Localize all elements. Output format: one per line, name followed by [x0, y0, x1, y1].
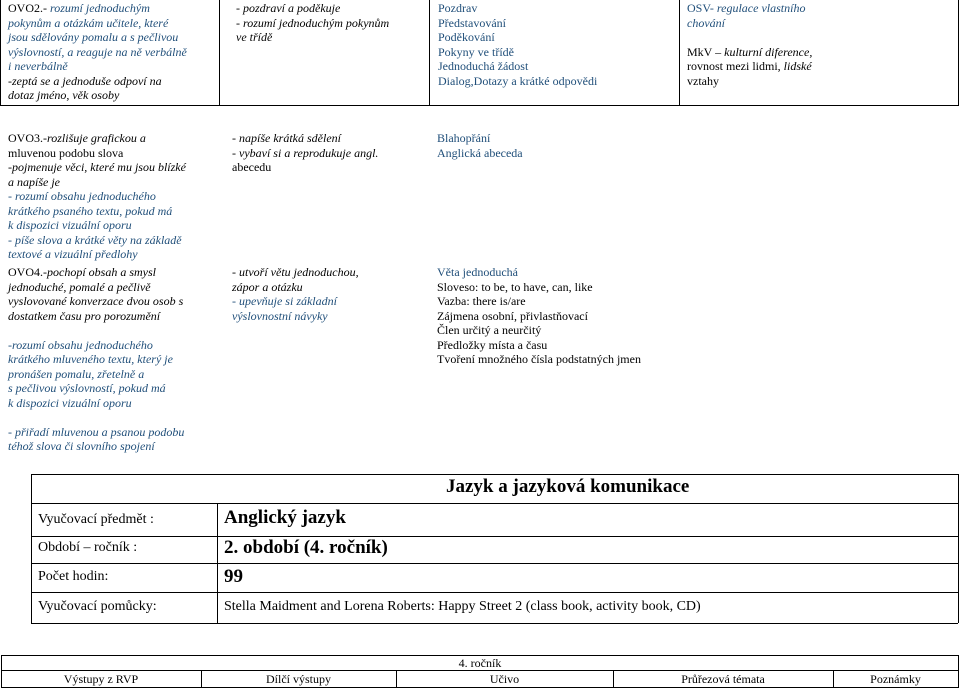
aids-value: Stella Maidment and Lorena Roberts: Happy Street 2 (class book, activity book, CD)	[224, 599, 701, 614]
hdr-line-mid	[217, 503, 218, 623]
text-line: -zeptá se a jednoduše odpoví na	[8, 73, 162, 88]
text-line: OVO4.-pochopí obsah a smysl	[8, 265, 156, 279]
text-line: - přiřadí mluvenou a psanou podobu	[8, 424, 185, 439]
text-line: - pozdraví a poděkuje	[236, 1, 341, 15]
text-line: výslovností, a reaguje na ně verbálně	[8, 44, 187, 59]
bottom-col-ucivo: Učivo	[489, 672, 520, 686]
text-line: - vybaví si a reprodukuje angl.	[232, 145, 379, 160]
hdr-line-left	[31, 474, 32, 623]
text-line: textové a vizuální předlohy	[8, 247, 138, 261]
text-line: Člen určitý a neurčitý	[437, 323, 542, 337]
bottom-col-dilci: Dílčí výstupy	[266, 672, 331, 686]
text-line	[8, 323, 184, 338]
area-title: Jazyk a jazyková komunikace	[446, 476, 690, 497]
subject-value: Anglický jazyk	[224, 507, 346, 528]
text-line: chování	[687, 15, 725, 30]
text-line: k dispozici vizuální oporu	[8, 395, 132, 410]
text-line: - rozumí obsahu jednoduchého	[8, 189, 156, 203]
text-line: i neverbálně	[8, 59, 68, 73]
text-line: Pozdrav	[438, 1, 478, 15]
bottom-col-rvp: Výstupy z RVP	[63, 672, 139, 686]
text-line: - rozumí jednoduchým pokynům	[236, 15, 390, 30]
text-line: a napíše je	[8, 174, 60, 189]
text-line: Předložky místa a času	[437, 337, 548, 352]
text-line: Dialog,Dotazy a krátké odpovědi	[438, 73, 598, 88]
hours-value: 99	[224, 566, 243, 587]
text-line: s pečlivou výslovností, pokud má	[8, 381, 166, 395]
text-line: téhož slova či slovního spojení	[8, 439, 155, 453]
text-line: Blahopřání	[437, 131, 491, 145]
text-line: jednoduché, pomalé a pečlivě	[8, 279, 151, 294]
text-line: Jednoduchá žádost	[438, 59, 529, 73]
text-line	[8, 410, 184, 425]
hdr-line-bottom	[31, 623, 958, 624]
ovo3-ucivo	[437, 131, 523, 160]
text-line: dotaz jméno, věk osoby	[8, 88, 120, 102]
text-line: - napíše krátká sdělení	[232, 131, 341, 145]
bottom-col-poznamky: Poznámky	[870, 672, 921, 686]
text-line: zápor a otázku	[232, 279, 303, 294]
ovo4-dilci	[232, 265, 359, 323]
text-line: - utvoří větu jednoduchou,	[232, 265, 359, 279]
text-line: pronášen pomalu, zřetelně a	[8, 366, 145, 381]
text-line: Představování	[438, 15, 506, 30]
top-border-c2	[429, 0, 430, 105]
text-line: k dispozici vizuální oporu	[8, 218, 132, 232]
ovo3-dilci	[232, 131, 378, 175]
text-line: Tvoření množného čísla podstatných jmen	[437, 352, 641, 366]
text-line: rovnost mezi lidmi, lidské	[687, 59, 812, 73]
top-cell-rvp	[8, 1, 187, 103]
top-border-c3	[679, 0, 680, 105]
text-line: výslovnostní návyky	[232, 308, 328, 323]
text-line: Poděkování	[438, 30, 495, 44]
ovo4-rvp	[8, 265, 184, 454]
top-border-bottom	[0, 105, 959, 106]
period-label: Období – ročník :	[38, 540, 138, 555]
ovo4-ucivo	[437, 265, 641, 367]
text-line: Pokyny ve třídě	[438, 44, 514, 59]
aids-label: Vyučovací pomůcky:	[38, 599, 157, 614]
top-cell-temata	[687, 1, 812, 88]
top-border-left	[0, 0, 1, 105]
top-border-c1	[219, 0, 220, 105]
text-line: mluvenou podobu slova	[8, 145, 124, 160]
text-line: krátkého mluveného textu, který je	[8, 352, 173, 366]
text-line: vyslovované konverzace dvou osob s	[8, 294, 184, 308]
hdr-line-1	[31, 503, 958, 504]
text-line: pokynům a otázkám učitele, které	[8, 15, 169, 30]
text-line: OVO2.- rozumí jednoduchým	[8, 1, 150, 15]
top-cell-ucivo	[438, 1, 597, 88]
subject-label: Vyučovací předmět :	[38, 512, 154, 527]
hdr-line-2	[31, 536, 958, 537]
text-line: abecedu	[232, 160, 272, 174]
hdr-line-top	[31, 474, 958, 475]
text-line: -pojmenuje věci, které mu jsou blízké	[8, 160, 186, 174]
text-line: Zájmena osobní, přivlastňovací	[437, 308, 588, 323]
top-cell-dilci	[236, 1, 389, 45]
ovo3-rvp	[8, 131, 186, 262]
text-line	[687, 30, 812, 45]
period-value: 2. období (4. ročník)	[224, 537, 388, 558]
text-line: jsou sdělovány pomalu a s pečlivou	[8, 30, 179, 44]
text-line: ve třídě	[236, 30, 273, 44]
text-line: -rozumí obsahu jednoduchého	[8, 337, 153, 352]
hdr-line-4	[31, 592, 958, 593]
text-line: Vazba: there is/are	[437, 294, 526, 308]
text-line: Věta jednoduchá	[437, 265, 518, 279]
text-line: - píše slova a krátké věty na základě	[8, 232, 182, 247]
grade-label: 4. ročník	[458, 656, 502, 670]
text-line: krátkého psaného textu, pokud má	[8, 203, 173, 218]
hdr-line-3	[31, 563, 958, 564]
text-line: Sloveso: to be, to have, can, like	[437, 279, 593, 294]
bottom-col-temata: Průřezová témata	[681, 672, 765, 686]
text-line: Anglická abeceda	[437, 145, 523, 160]
hdr-line-right	[958, 474, 959, 623]
text-line: OSV- regulace vlastního	[687, 1, 806, 15]
text-line: dostatkem času pro porozumění	[8, 308, 161, 323]
hours-label: Počet hodin:	[38, 569, 109, 584]
text-line: OVO3.-rozlišuje grafickou a	[8, 131, 146, 145]
top-border-right	[958, 0, 959, 105]
text-line: vztahy	[687, 73, 719, 88]
text-line: MkV – kulturní diference,	[687, 44, 813, 59]
text-line: - upevňuje si základní	[232, 294, 337, 308]
